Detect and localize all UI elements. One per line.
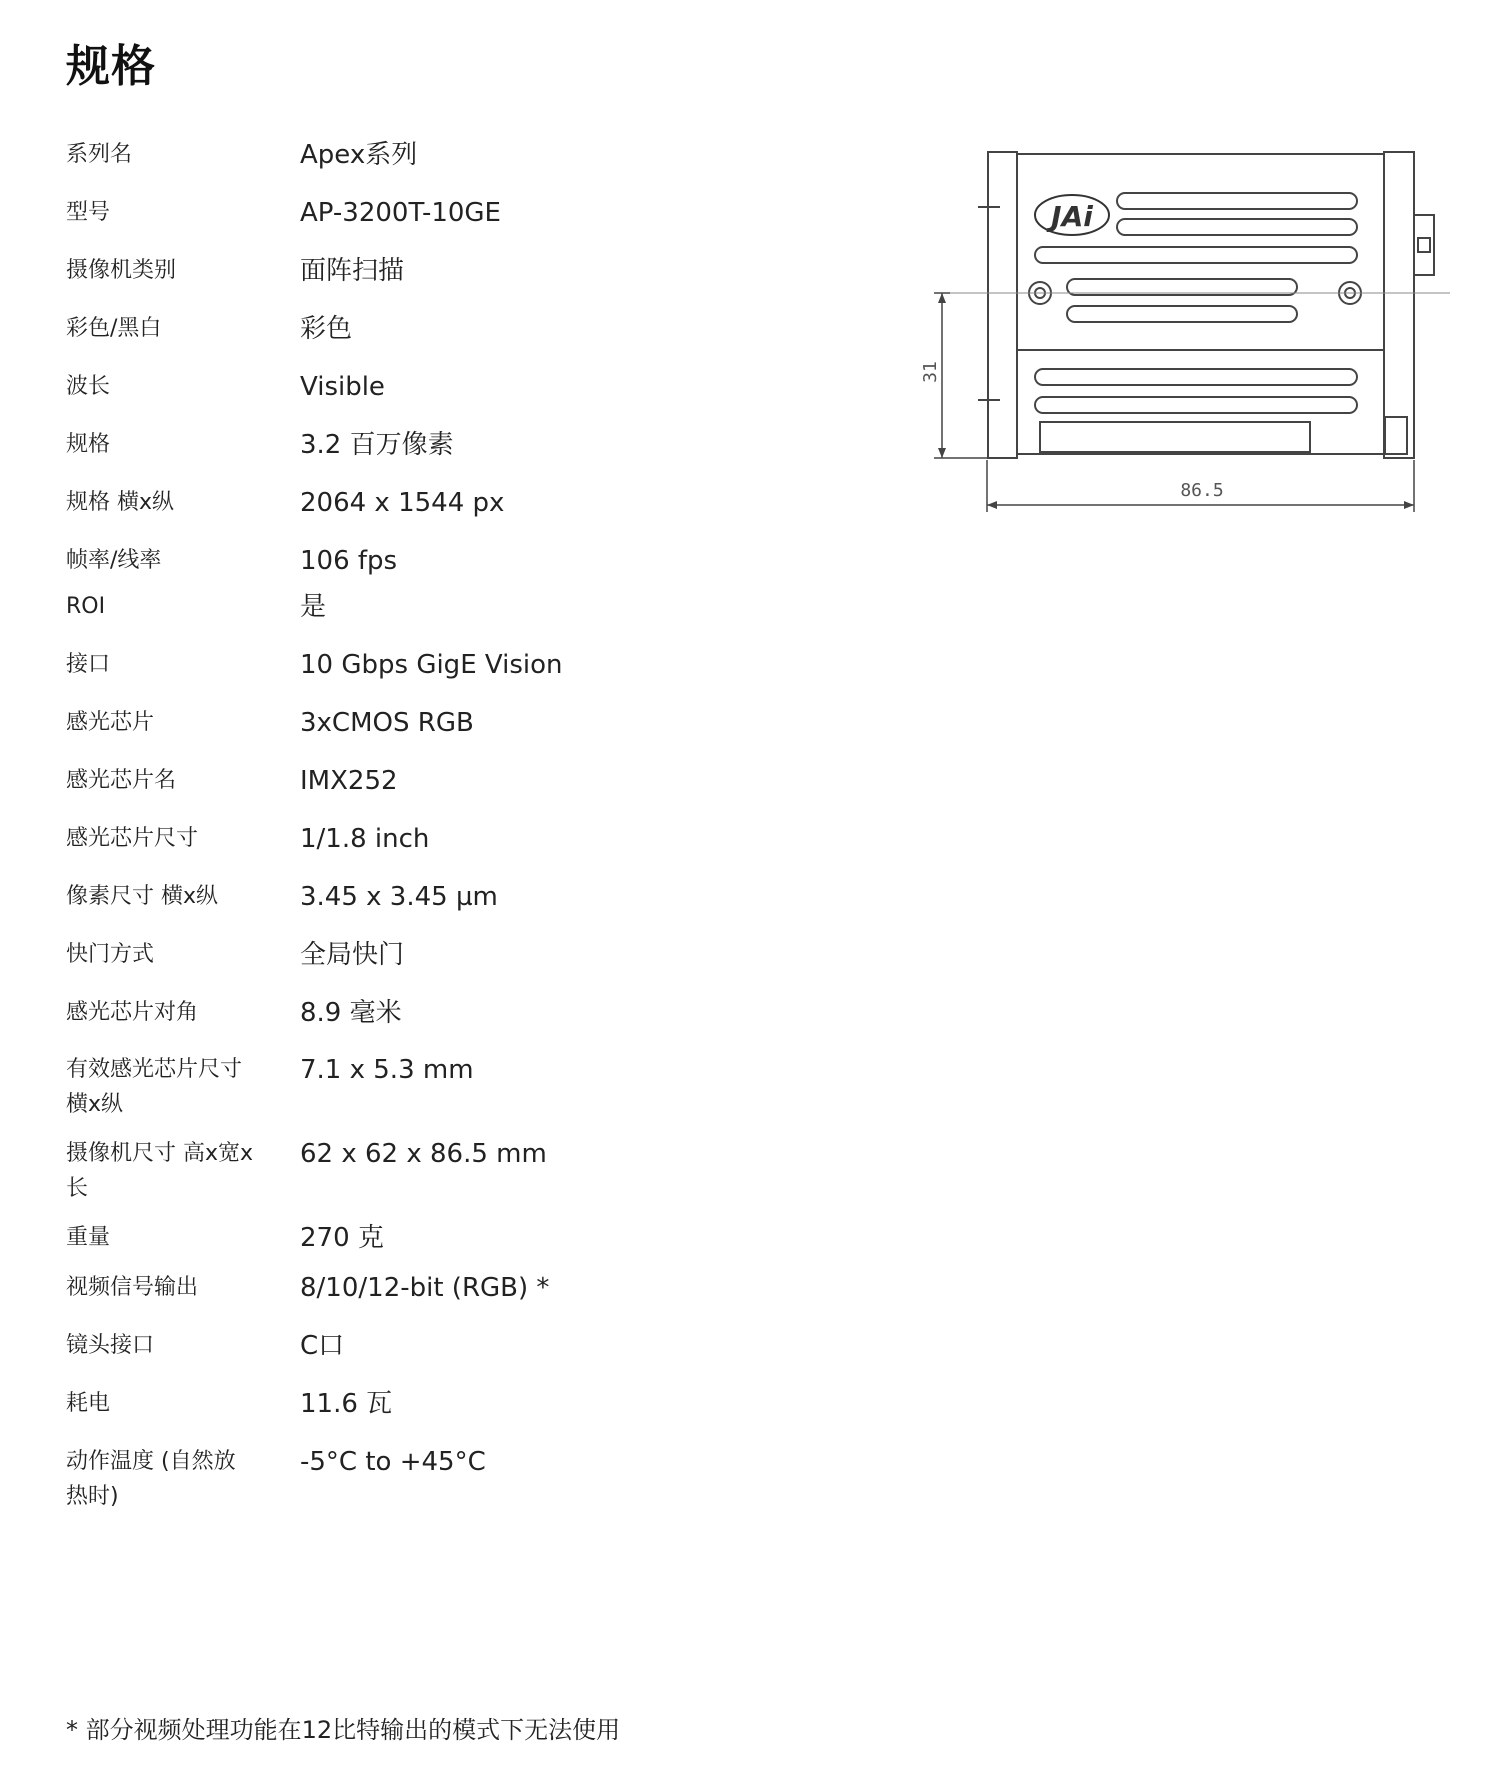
spec-label: 动作温度 (自然放热时) [66,1449,236,1509]
spec-label: 摄像机尺寸 高x宽x长 [66,1141,254,1201]
jai-logo [1035,195,1109,235]
footnote: * 部分视频处理功能在12比特输出的模式下无法使用 [66,1716,621,1744]
spec-value: 3xCMOS RGB [300,708,474,738]
spec-label: 感光芯片对角 [66,1000,199,1025]
spec-value: 7.1 x 5.3 mm [300,1055,474,1085]
spec-label: 快门方式 [66,942,155,967]
spec-label: 规格 [66,432,111,457]
spec-value: 3.45 x 3.45 µm [300,882,498,912]
spec-value: 10 Gbps GigE Vision [300,650,563,680]
spec-value: 8/10/12-bit (RGB) * [300,1273,550,1303]
spec-value: IMX252 [300,766,398,796]
spec-value: AP-3200T-10GE [300,198,501,228]
page-title: 规格 [66,41,156,92]
spec-value: Apex系列 [300,140,418,170]
spec-label: 摄像机类别 [66,258,177,283]
spec-value: 是 [300,592,327,622]
spec-label: 接口 [66,652,111,677]
spec-value: C口 [300,1331,345,1361]
spec-value: 彩色 [300,314,353,344]
spec-value: 3.2 百万像素 [300,430,454,460]
spec-label: 系列名 [66,142,133,167]
spec-value: 面阵扫描 [300,256,405,286]
spec-value: Visible [300,372,385,402]
spec-label: 视频信号输出 [66,1275,199,1300]
spec-label: 型号 [66,200,111,225]
length-dimension-label: 86.5 [1180,480,1224,501]
spec-value: 11.6 瓦 [300,1389,393,1419]
spec-label: 有效感光芯片尺寸 横x纵 [66,1057,243,1117]
spec-label: 耗电 [66,1391,111,1416]
spec-label: 波长 [66,374,111,399]
spec-label: 彩色/黑白 [66,316,162,341]
spec-label: 重量 [66,1225,111,1250]
spec-value: 8.9 毫米 [300,998,402,1028]
spec-label: 感光芯片名 [66,768,177,793]
spec-label: 感光芯片尺寸 [66,826,199,851]
spec-value: 62 x 62 x 86.5 mm [300,1139,547,1169]
spec-value: 全局快门 [300,940,405,970]
spec-label: 规格 横x纵 [66,490,175,515]
height-dimension-label: 31 [920,361,941,383]
svg-text:JAi: JAi [1051,200,1093,233]
spec-value: 270 克 [300,1223,384,1253]
spec-label: 镜头接口 [66,1333,155,1358]
spec-value: 106 fps [300,546,398,576]
spec-value: 2064 x 1544 px [300,488,505,518]
spec-label: 像素尺寸 横x纵 [66,884,219,909]
spec-label: 感光芯片 [66,710,155,735]
camera-drawing [920,140,1460,520]
spec-label: 帧率/线率 [66,548,162,573]
spec-value: 1/1.8 inch [300,824,430,854]
spec-label: ROI [66,594,106,619]
spec-value: -5°C to +45°C [300,1447,486,1477]
